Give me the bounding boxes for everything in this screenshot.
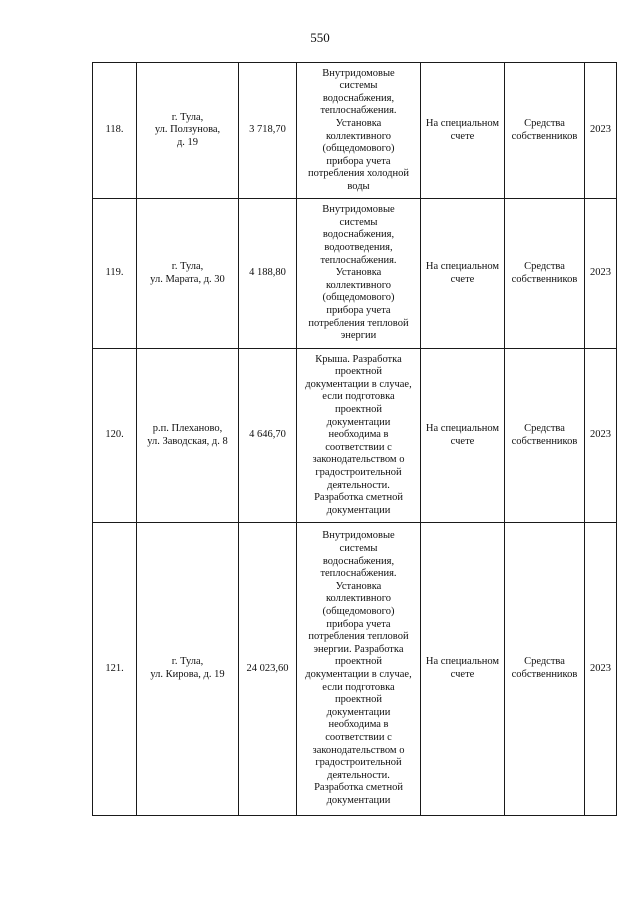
works-line: деятельности. xyxy=(327,479,390,491)
works-line: документации xyxy=(326,504,391,516)
works-line: проектной xyxy=(335,656,382,668)
funding-line: Средства xyxy=(524,422,565,434)
address-cell xyxy=(137,63,239,199)
works-line: Установка xyxy=(335,267,382,279)
works-line: энергии. Разработка xyxy=(313,643,404,655)
works-line: документации в случае, xyxy=(305,669,412,680)
works-line: Внутридомовые xyxy=(322,67,395,79)
table-body xyxy=(93,63,617,816)
address-line: ул. Ползунова, xyxy=(154,124,221,136)
funding-cell xyxy=(505,63,585,199)
account-line: На специальном xyxy=(425,656,500,668)
account-line: На специальном xyxy=(425,260,500,272)
works-line: проектной xyxy=(335,366,382,378)
funding-line: Средства xyxy=(524,117,565,129)
account-line: счете xyxy=(450,669,475,680)
works-line: Внутридомовые xyxy=(322,530,395,542)
funding-line: собственников xyxy=(511,669,578,680)
works-line: (общедомового) xyxy=(322,292,395,304)
page-number: 550 xyxy=(310,30,330,45)
table-row xyxy=(93,63,617,199)
address-line: д. 19 xyxy=(176,136,199,148)
works-line: Крыша. Разработка xyxy=(315,353,402,365)
table-row xyxy=(93,199,617,349)
year-cell: 2023 xyxy=(585,63,617,199)
works-cell xyxy=(297,63,421,199)
works-line: коллективного xyxy=(325,593,392,605)
table-row xyxy=(93,523,617,816)
funding-line: собственников xyxy=(511,273,578,285)
funding-line: собственников xyxy=(511,435,578,447)
works-cell xyxy=(297,199,421,349)
works-line: документации xyxy=(326,416,391,428)
table-row xyxy=(93,349,617,523)
works-line: градостроительной xyxy=(315,757,402,769)
row-number: 120. xyxy=(93,349,137,523)
works-line: необходима в xyxy=(328,429,389,441)
address-line: ул. Заводская, д. 8 xyxy=(147,435,228,447)
works-line: водоснабжения, xyxy=(322,229,395,241)
works-line: водоснабжения, xyxy=(322,92,395,104)
account-line: счете xyxy=(450,130,475,142)
works-line: Внутридомовые xyxy=(322,204,395,216)
area-cell: 3 718,70 xyxy=(239,63,297,199)
row-number: 121. xyxy=(93,523,137,816)
works-line: если подготовка xyxy=(322,681,395,693)
works-line: законодательством о xyxy=(312,744,405,756)
year-cell: 2023 xyxy=(585,523,617,816)
address-line: г. Тула, xyxy=(171,111,204,123)
row-number: 119. xyxy=(93,199,137,349)
works-line: градостроительной xyxy=(315,466,402,478)
works-line: теплоснабжения. xyxy=(320,254,397,266)
works-line: энергии xyxy=(340,330,377,342)
account-cell xyxy=(421,63,505,199)
works-line: законодательством о xyxy=(312,454,405,466)
address-line: г. Тула, xyxy=(171,656,204,668)
works-line: коллективного xyxy=(325,130,392,142)
account-cell xyxy=(421,199,505,349)
works-cell xyxy=(297,349,421,523)
works-line: теплоснабжения. xyxy=(320,568,397,580)
account-line: счете xyxy=(450,435,475,447)
address-cell xyxy=(137,349,239,523)
account-cell xyxy=(421,523,505,816)
works-line: прибора учета xyxy=(326,155,391,167)
works-line: проектной xyxy=(335,404,382,416)
year-cell: 2023 xyxy=(585,199,617,349)
funding-line: Средства xyxy=(524,260,565,272)
works-line: водоснабжения, xyxy=(322,555,395,567)
works-cell xyxy=(297,523,421,816)
address-line: г. Тула, xyxy=(171,260,204,272)
works-line: потребления холодной xyxy=(307,168,409,180)
funding-cell xyxy=(505,199,585,349)
works-line: документации в случае, xyxy=(305,378,412,390)
works-line: воды xyxy=(347,180,370,192)
works-line: теплоснабжения. xyxy=(320,105,397,117)
address-cell xyxy=(137,199,239,349)
account-cell xyxy=(421,349,505,523)
account-line: счете xyxy=(450,273,475,285)
funding-cell xyxy=(505,349,585,523)
address-cell xyxy=(137,523,239,816)
works-line: прибора учета xyxy=(326,618,391,630)
works-line: коллективного xyxy=(325,279,392,291)
capital-repair-table xyxy=(92,62,617,816)
works-line: прибора учета xyxy=(326,304,391,316)
works-line: Установка xyxy=(335,580,382,592)
works-line: если подготовка xyxy=(322,391,395,403)
works-line: Разработка сметной xyxy=(314,492,403,504)
area-cell: 4 646,70 xyxy=(239,349,297,523)
works-line: потребления тепловой xyxy=(308,317,409,329)
works-line: документации xyxy=(326,794,391,806)
works-line: соответствии с xyxy=(325,731,392,743)
works-line: системы xyxy=(339,80,378,92)
area-cell: 4 188,80 xyxy=(239,199,297,349)
account-line: На специальном xyxy=(425,117,500,129)
works-line: проектной xyxy=(335,694,382,706)
funding-line: собственников xyxy=(511,130,578,142)
works-line: деятельности. xyxy=(327,769,390,781)
works-line: (общедомового) xyxy=(322,606,395,618)
works-line: Разработка сметной xyxy=(314,782,403,794)
works-line: необходима в xyxy=(328,719,389,731)
works-line: (общедомового) xyxy=(322,143,395,155)
funding-cell xyxy=(505,523,585,816)
account-line: На специальном xyxy=(425,422,500,434)
works-line: системы xyxy=(339,543,378,555)
works-line: системы xyxy=(339,216,378,228)
address-line: р.п. Плеханово, xyxy=(152,422,223,434)
funding-line: Средства xyxy=(524,656,565,668)
year-cell: 2023 xyxy=(585,349,617,523)
works-line: документации xyxy=(326,706,391,718)
address-line: ул. Марата, д. 30 xyxy=(150,273,225,285)
row-number: 118. xyxy=(93,63,137,199)
address-line: ул. Кирова, д. 19 xyxy=(150,669,225,680)
area-cell: 24 023,60 xyxy=(239,523,297,816)
works-line: Установка xyxy=(335,117,382,129)
works-line: соответствии с xyxy=(325,441,392,453)
works-line: водоотведения, xyxy=(324,242,393,254)
works-line: потребления тепловой xyxy=(308,631,409,643)
